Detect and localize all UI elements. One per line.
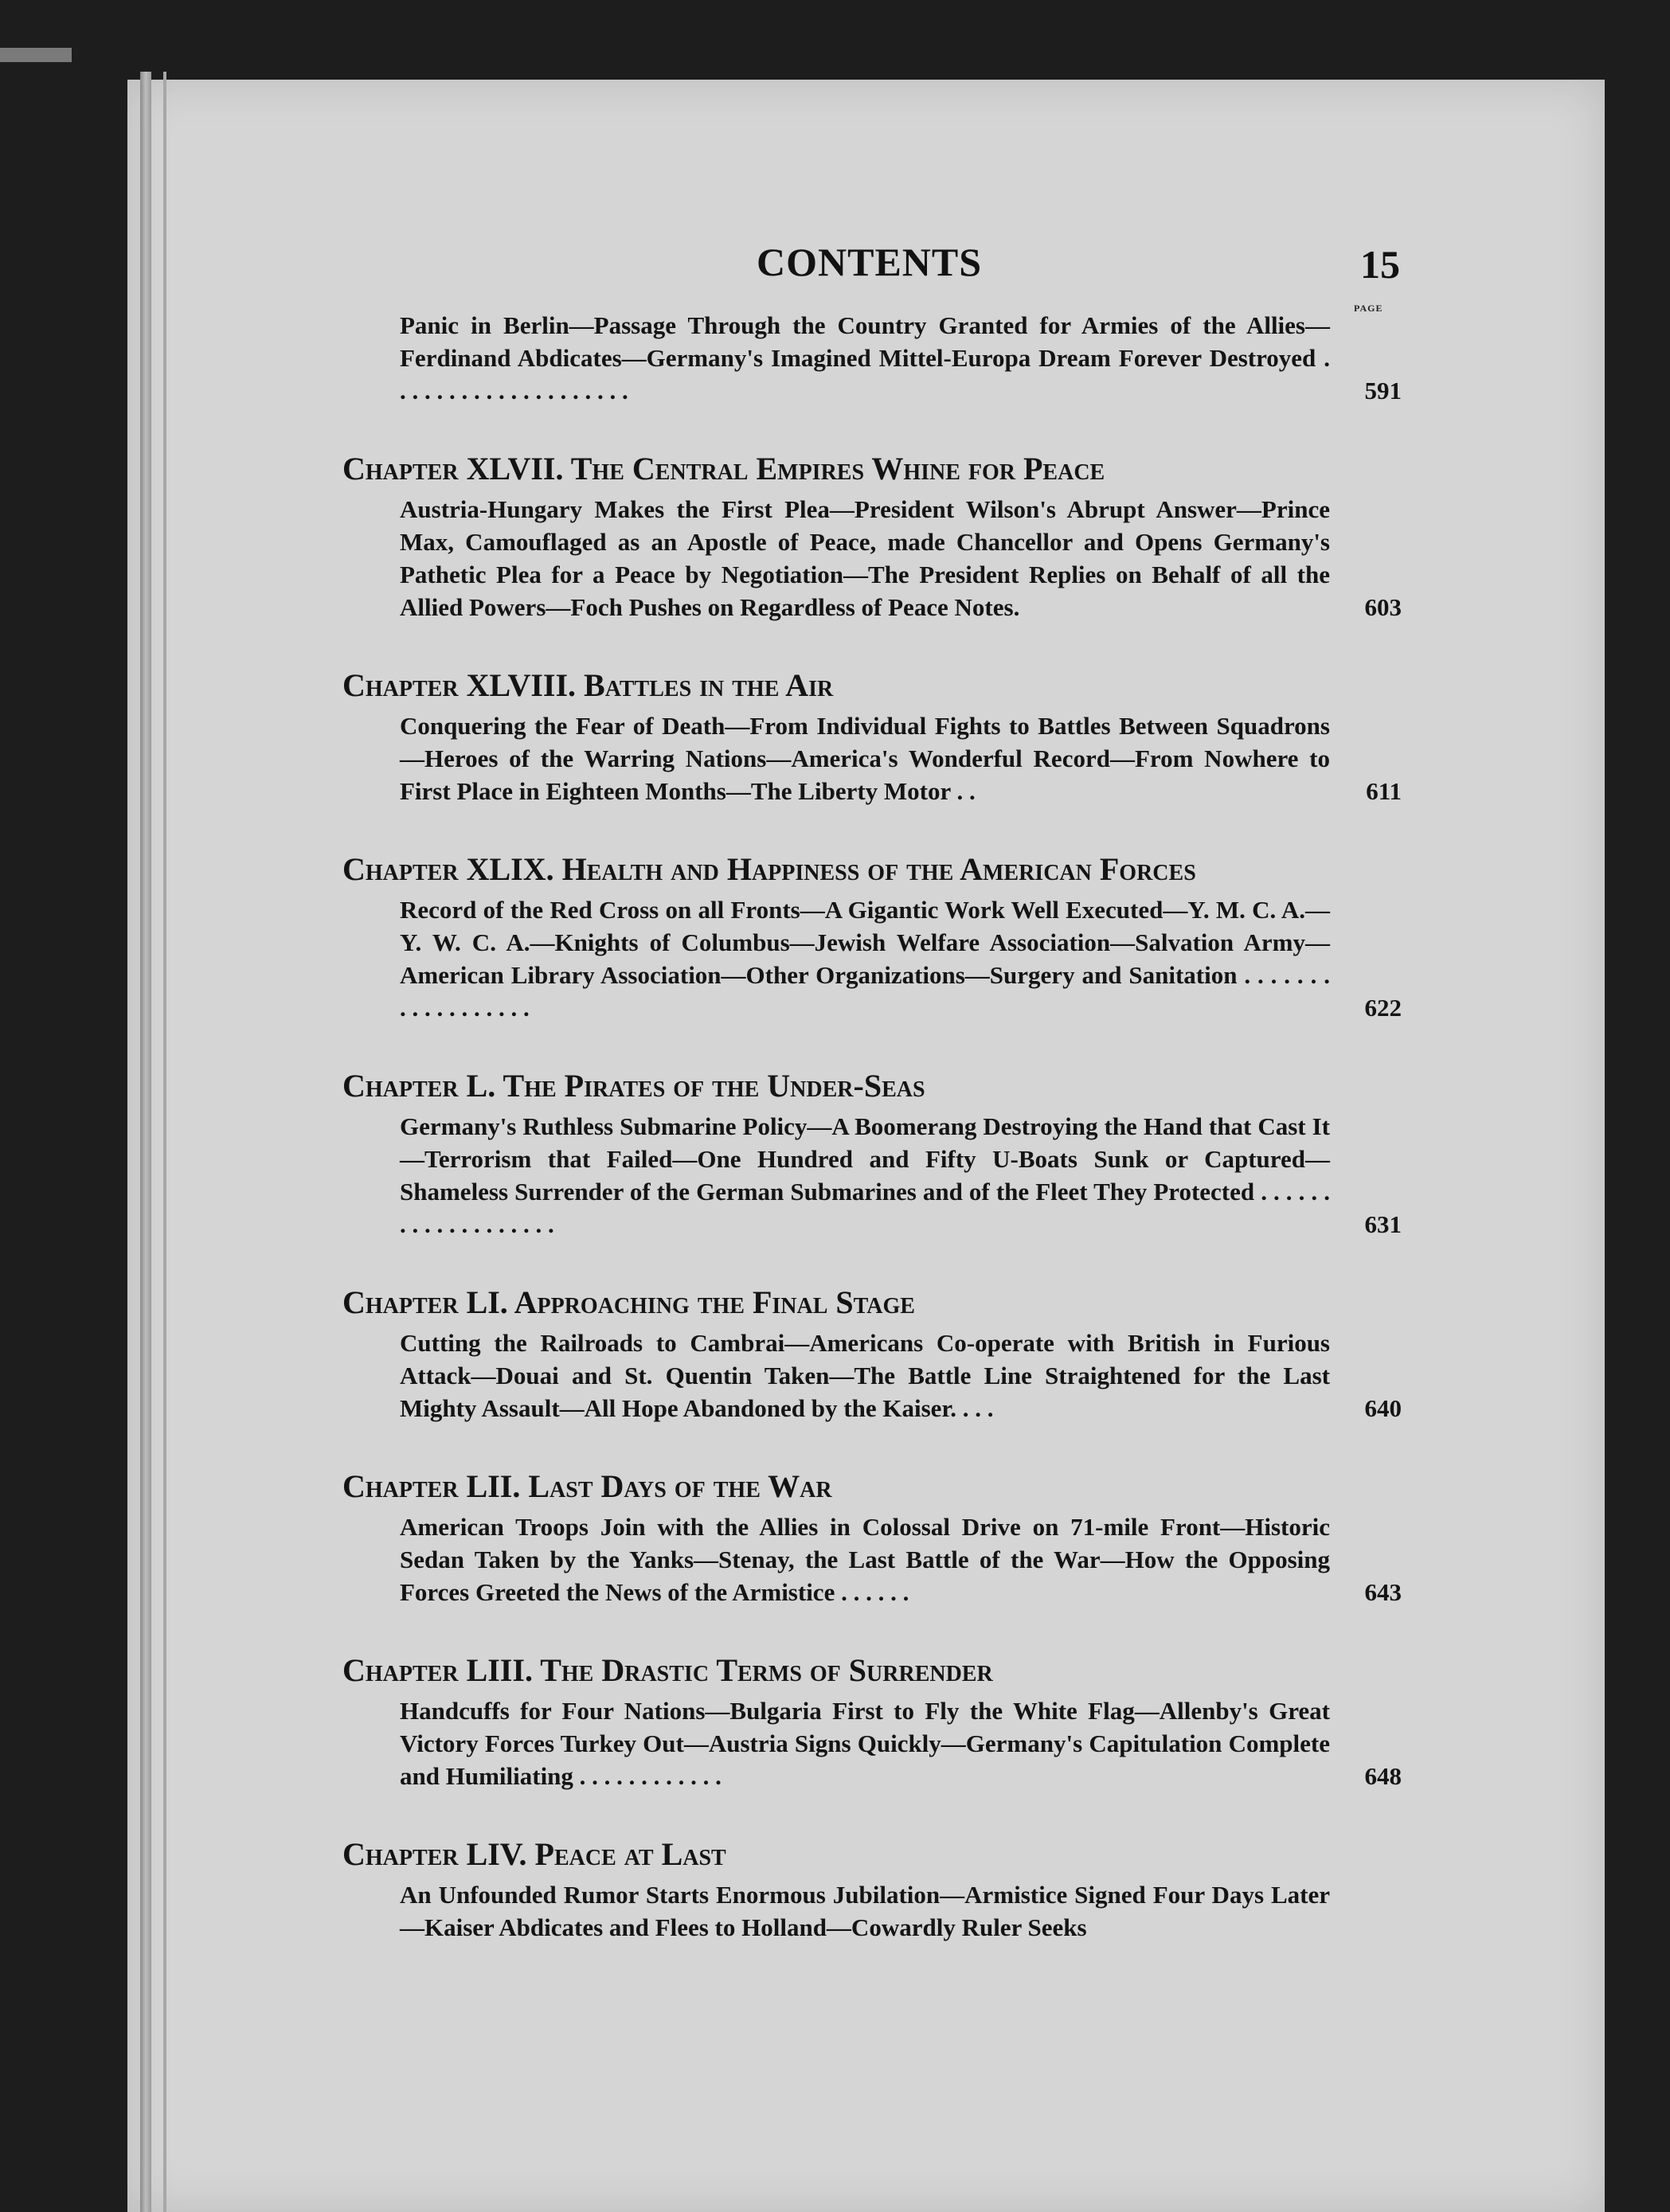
summary-text: Record of the Red Cross on all Fronts—A Gigantic Work Well Executed—Y. M. C. A.—Y. W. C. A.—Knights of Columbus—Jewish Welfare Association—Salvation Army—American Library Association—Other Organizations—Surgery and Sanitation . . . . . . . . . . . . . . . . . . <box>400 896 1330 1022</box>
toc-entry <box>342 666 1402 807</box>
page-reference: 631 <box>1364 1210 1402 1238</box>
page-gutter-line <box>163 72 166 2212</box>
chapter-heading: Chapter XLIX. Health and Happiness of the American Forces <box>342 851 1196 887</box>
chapter-heading: Chapter LII. Last Days of the War <box>342 1468 832 1504</box>
chapter-heading: Chapter LIII. The Drastic Terms of Surrender <box>342 1652 993 1688</box>
chapter-heading: Chapter XLVII. The Central Empires Whine for Peace <box>342 451 1105 487</box>
chapter-summary <box>400 1878 1402 1944</box>
page-reference: 591 <box>1364 377 1402 404</box>
book-spine <box>140 72 151 2212</box>
page-reference: 648 <box>1364 1762 1402 1790</box>
page-reference: 611 <box>1366 777 1402 805</box>
toc-entry <box>342 1835 1402 1944</box>
toc-entry <box>342 1468 1402 1608</box>
summary-text: Conquering the Fear of Death—From Individual Fights to Battles Between Squadrons—Heroes of the Warring Nations—America's Wonderful Record—From Nowhere to First Place in Eighteen Months—The Liberty Motor . . <box>400 712 1330 805</box>
chapter-summary <box>400 493 1402 623</box>
toc-entry <box>342 1284 1402 1425</box>
page-title: CONTENTS <box>757 240 983 284</box>
chapter-summary <box>400 1510 1402 1608</box>
chapter-heading: Chapter LIV. Peace at Last <box>342 1836 726 1872</box>
table-of-contents <box>342 309 1402 1987</box>
chapter-heading: Chapter L. The Pirates of the Under-Seas <box>342 1068 925 1104</box>
toc-entry <box>342 450 1402 623</box>
chapter-summary <box>400 893 1402 1024</box>
chapter-summary <box>400 1327 1402 1425</box>
chapter-heading: Chapter XLVIII. Battles in the Air <box>342 667 834 703</box>
page-number: 15 <box>1360 242 1400 287</box>
chapter-summary <box>400 709 1402 807</box>
toc-entry <box>342 1651 1402 1792</box>
page-reference: 640 <box>1364 1394 1402 1422</box>
toc-entry <box>342 850 1402 1024</box>
chapter-heading: Chapter LI. Approaching the Final Stage <box>342 1284 915 1320</box>
chapter-summary <box>400 1110 1402 1241</box>
chapter-summary <box>400 1694 1402 1792</box>
page-reference: 603 <box>1364 593 1402 621</box>
page-reference: 643 <box>1364 1578 1402 1606</box>
page-reference: 622 <box>1364 994 1402 1022</box>
summary-text: Germany's Ruthless Submarine Policy—A Boomerang Destroying the Hand that Cast It—Terrorism that Failed—One Hundred and Fifty U-Boats Sunk or Captured—Shameless Surrender of the German Submarines and of the Fleet They Protected . . . . . . . . . . . . . . . . . . . <box>400 1112 1330 1238</box>
summary-text: American Troops Join with the Allies in Colossal Drive on 71-mile Front—Historic Sedan Taken by the Yanks—Stenay, the Last Battle of the War—How the Opposing Forces Greeted the News of the Armistice . . . . . . <box>400 1513 1330 1606</box>
summary-text: Handcuffs for Four Nations—Bulgaria First to Fly the White Flag—Allenby's Great Victory Forces Turkey Out—Austria Signs Quickly—Germany's Capitulation Complete and Humiliating . . . . . . . . . . . . <box>400 1697 1330 1790</box>
page-column-label: PAGE <box>1354 303 1383 314</box>
summary-text: An Unfounded Rumor Starts Enormous Jubilation—Armistice Signed Four Days Later—Kaiser Abdicates and Flees to Holland—Cowardly Ruler Seeks <box>400 1881 1330 1941</box>
summary-text: Cutting the Railroads to Cambrai—Americans Co-operate with British in Furious Attack—Douai and St. Quentin Taken—The Battle Line Straightened for the Last Mighty Assault—All Hope Abandoned by the Kaiser. . . . <box>400 1329 1330 1422</box>
scan-edge <box>0 48 72 62</box>
toc-entry <box>342 1067 1402 1241</box>
chapter-summary <box>400 309 1402 407</box>
summary-text: Austria-Hungary Makes the First Plea—President Wilson's Abrupt Answer—Prince Max, Camouflaged as an Apostle of Peace, made Chancellor and Opens Germany's Pathetic Plea for a Peace by Negotiation—The President Replies on Behalf of all the Allied Powers—Foch Pushes on Regardless of Peace Notes. <box>400 495 1330 621</box>
summary-text: Panic in Berlin—Passage Through the Country Granted for Armies of the Allies—Ferdinand Abdicates—Germany's Imagined Mittel-Europa Dream Forever Destroyed . . . . . . . . . . . . . . . . . . . . <box>400 311 1330 404</box>
toc-entry <box>342 309 1402 407</box>
